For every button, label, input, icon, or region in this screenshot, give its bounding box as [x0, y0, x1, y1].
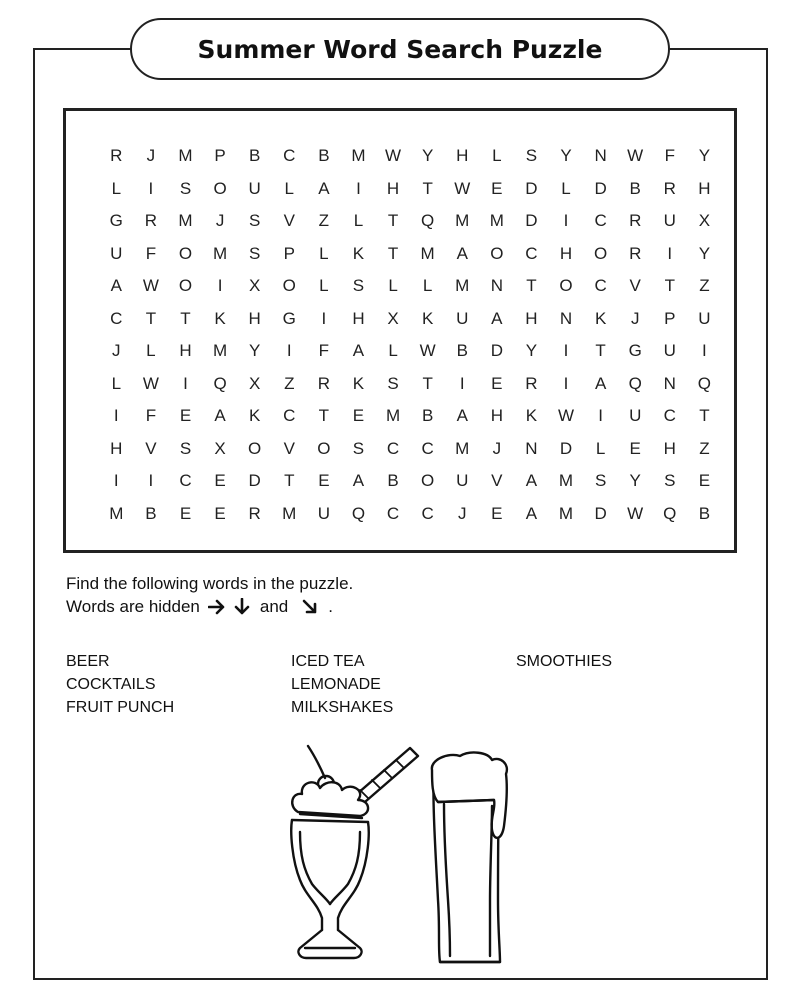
- grid-letter: L: [388, 341, 398, 361]
- grid-letter: S: [249, 243, 261, 263]
- grid-letter: C: [525, 243, 538, 263]
- grid-letter: N: [594, 146, 607, 166]
- grid-letter: C: [110, 308, 123, 328]
- grid-letter: T: [318, 406, 330, 426]
- grid-letter: U: [248, 178, 261, 198]
- grid-letter: H: [386, 178, 400, 198]
- grid-letter: E: [491, 373, 503, 393]
- grid-letter: M: [558, 471, 574, 491]
- grid-letter: E: [491, 178, 503, 198]
- word-item: MILKSHAKES: [291, 699, 394, 716]
- grid-letter: I: [183, 373, 188, 393]
- grid-letter: L: [111, 373, 122, 393]
- instructions-prefix: Words are hidden: [66, 597, 200, 616]
- grid-letter: J: [146, 146, 156, 166]
- grid-letter: I: [148, 178, 154, 198]
- grid-letter: E: [179, 406, 192, 426]
- grid-letter: L: [422, 276, 433, 296]
- instructions-period: .: [328, 597, 333, 616]
- grid-letter: L: [284, 178, 294, 198]
- grid-letter: G: [628, 341, 642, 361]
- grid-letter: B: [698, 503, 711, 523]
- grid-letter: Y: [421, 146, 434, 166]
- grid-letter: E: [491, 503, 503, 523]
- grid-letter: G: [109, 211, 123, 231]
- grid-letter: M: [455, 438, 470, 458]
- grid-letter: Y: [560, 146, 572, 166]
- grid-letter: H: [179, 341, 192, 361]
- grid-letter: D: [248, 471, 261, 491]
- grid-letter: O: [282, 276, 296, 296]
- grid-letter: X: [214, 438, 226, 458]
- grid-letter: F: [318, 341, 330, 361]
- grid-letter: A: [318, 178, 330, 198]
- grid-letter: W: [419, 341, 436, 361]
- grid-letter: S: [249, 211, 261, 231]
- grid-letter: E: [318, 471, 330, 491]
- grid-letter: O: [178, 243, 193, 263]
- grid-letter: E: [629, 438, 641, 458]
- grid-letter: Q: [663, 503, 677, 523]
- grid-letter: B: [249, 146, 261, 166]
- grid-letter: O: [213, 178, 227, 198]
- grid-letter: T: [699, 406, 710, 426]
- grid-letter: C: [421, 438, 434, 458]
- grid-letter: C: [421, 503, 434, 523]
- grid-letter: I: [702, 341, 707, 361]
- grid-letter: A: [525, 471, 538, 491]
- grid-letter: O: [248, 438, 262, 458]
- grid-letter: V: [491, 471, 503, 491]
- grid-letter: N: [525, 438, 538, 458]
- grid-letter: Q: [213, 373, 227, 393]
- word-item: BEER: [66, 653, 110, 670]
- grid-letter: H: [525, 308, 538, 328]
- grid-letter: N: [559, 308, 573, 328]
- grid-letter: I: [563, 341, 569, 361]
- grid-letter: A: [352, 471, 365, 491]
- grid-letter: X: [249, 373, 261, 393]
- grid-letter: D: [525, 211, 538, 231]
- grid-letter: U: [317, 503, 330, 523]
- grid-letter: Z: [284, 373, 295, 393]
- grid-letter: I: [321, 308, 327, 328]
- grid-letter: U: [456, 471, 469, 491]
- grid-letter: R: [629, 211, 642, 231]
- grid-letter: U: [110, 243, 123, 263]
- grid-letter: U: [456, 308, 469, 328]
- grid-letter: T: [387, 243, 399, 263]
- grid-letter: G: [282, 308, 296, 328]
- grid-letter: L: [319, 243, 329, 263]
- grid-letter: I: [356, 178, 361, 198]
- beer-glass-icon: [432, 753, 507, 962]
- grid-letter: B: [318, 146, 330, 166]
- instructions-line-1: Find the following words in the puzzle.: [66, 574, 354, 593]
- grid-letter: D: [490, 341, 503, 361]
- grid-letter: K: [594, 308, 607, 328]
- grid-letter: U: [698, 308, 711, 328]
- grid-letter: I: [148, 471, 154, 491]
- grid-letter: O: [593, 243, 608, 263]
- grid-letter: C: [386, 503, 400, 523]
- grid-letter: E: [352, 406, 365, 426]
- grid-letter: F: [145, 406, 157, 426]
- grid-letter: S: [179, 178, 192, 198]
- grid-letter: V: [145, 438, 157, 458]
- grid-letter: D: [559, 438, 573, 458]
- grid-letter: A: [491, 308, 503, 328]
- grid-letter: I: [113, 471, 119, 491]
- grid-letter: K: [421, 308, 434, 328]
- grid-letter: L: [595, 438, 606, 458]
- grid-letter: B: [456, 341, 468, 361]
- grid-letter: S: [179, 438, 192, 458]
- grid-letter: E: [214, 471, 226, 491]
- grid-letter: H: [248, 308, 261, 328]
- grid-letter: W: [385, 146, 402, 166]
- grid-letter: O: [317, 438, 331, 458]
- grid-letter: I: [217, 276, 223, 296]
- grid-letter: S: [594, 471, 607, 491]
- grid-letter: O: [559, 276, 573, 296]
- grid-letter: J: [492, 438, 502, 458]
- grid-letter: W: [557, 406, 575, 426]
- grid-letter: I: [563, 373, 569, 393]
- grid-letter: W: [142, 276, 159, 296]
- grid-letter: O: [178, 276, 193, 296]
- grid-letter: S: [352, 438, 365, 458]
- grid-letter: A: [594, 373, 607, 393]
- grid-letter: B: [387, 471, 399, 491]
- grid-letter: L: [146, 341, 156, 361]
- grid-letter: R: [525, 373, 538, 393]
- grid-letter: A: [110, 276, 122, 296]
- grid-letter: M: [455, 211, 470, 231]
- grid-letter: E: [179, 503, 192, 523]
- grid-letter: A: [456, 406, 468, 426]
- grid-letter: K: [352, 243, 365, 263]
- grid-letter: S: [664, 471, 676, 491]
- grid-letter: U: [663, 211, 676, 231]
- grid-letter: M: [212, 341, 228, 361]
- grid-letter: A: [456, 243, 468, 263]
- grid-letter: E: [698, 471, 711, 491]
- grid-letter: X: [387, 308, 399, 328]
- grid-letter: R: [144, 211, 158, 231]
- grid-letter: T: [526, 276, 537, 296]
- grid-letter: B: [145, 503, 157, 523]
- grid-letter: C: [594, 211, 607, 231]
- grid-letter: D: [594, 178, 607, 198]
- grid-letter: L: [353, 211, 364, 231]
- grid-letter: S: [525, 146, 538, 166]
- grid-letter: M: [178, 211, 193, 231]
- word-item: SMOOTHIES: [516, 653, 613, 670]
- grid-letter: I: [286, 341, 292, 361]
- grid-letter: M: [351, 146, 366, 166]
- grid-letter: T: [664, 276, 675, 296]
- page-title: Summer Word Search Puzzle: [197, 34, 603, 64]
- grid-letter: M: [109, 503, 124, 523]
- grid-letter: M: [282, 503, 297, 523]
- grid-letter: L: [561, 178, 571, 198]
- grid-letter: Y: [698, 146, 711, 166]
- grid-letter: M: [212, 243, 228, 263]
- grid-letter: R: [248, 503, 261, 523]
- grid-letter: T: [284, 471, 295, 491]
- grid-letter: J: [112, 341, 121, 361]
- grid-letter: Y: [525, 341, 538, 361]
- grid-letter: L: [492, 146, 502, 166]
- grid-letter: R: [663, 178, 676, 198]
- grid-letter: B: [421, 406, 434, 426]
- grid-letter: Y: [698, 243, 711, 263]
- grid-letter: Z: [699, 276, 710, 296]
- grid-letter: C: [179, 471, 192, 491]
- grid-letter: R: [110, 146, 123, 166]
- grid-letter: L: [111, 178, 122, 198]
- grid-letter: Y: [629, 471, 641, 491]
- grid-letter: F: [145, 243, 157, 263]
- grid-letter: X: [249, 276, 261, 296]
- grid-letter: D: [525, 178, 538, 198]
- grid-letter: W: [627, 146, 644, 166]
- grid-letter: Y: [249, 341, 261, 361]
- grid-letter: I: [113, 406, 119, 426]
- grid-letter: A: [352, 341, 365, 361]
- grid-letter: W: [142, 373, 159, 393]
- grid-letter: S: [387, 373, 399, 393]
- grid-letter: H: [352, 308, 365, 328]
- grid-letter: H: [663, 438, 676, 458]
- grid-letter: I: [667, 243, 673, 263]
- grid-letter: C: [283, 146, 296, 166]
- grid-letter: L: [319, 276, 329, 296]
- grid-letter: N: [490, 276, 503, 296]
- grid-letter: J: [215, 211, 225, 231]
- grid-letter: Q: [421, 211, 435, 231]
- grid-letter: J: [457, 503, 467, 523]
- grid-letter: H: [456, 146, 469, 166]
- grid-letter: A: [214, 406, 226, 426]
- grid-letter: Z: [318, 211, 330, 231]
- grid-letter: C: [663, 406, 676, 426]
- milkshake-icon: [291, 746, 418, 958]
- grid-letter: V: [283, 211, 295, 231]
- grid-letter: O: [421, 471, 435, 491]
- word-item: FRUIT PUNCH: [66, 699, 175, 716]
- grid-letter: F: [664, 146, 675, 166]
- grid-letter: U: [629, 406, 642, 426]
- grid-letter: K: [352, 373, 365, 393]
- grid-letter: J: [630, 308, 640, 328]
- grid-letter: B: [629, 178, 641, 198]
- grid-letter: C: [386, 438, 400, 458]
- grid-letter: A: [525, 503, 538, 523]
- grid-letter: S: [352, 276, 365, 296]
- grid-letter: X: [698, 211, 711, 231]
- grid-letter: M: [385, 406, 401, 426]
- grid-letter: I: [563, 211, 569, 231]
- grid-letter: W: [627, 503, 644, 523]
- grid-letter: M: [178, 146, 193, 166]
- grid-letter: H: [490, 406, 503, 426]
- grid-letter: K: [249, 406, 261, 426]
- grid-letter: V: [283, 438, 295, 458]
- grid-letter: I: [598, 406, 603, 426]
- grid-letter: K: [525, 406, 538, 426]
- grid-letter: M: [489, 211, 504, 231]
- grid-letter: R: [317, 373, 330, 393]
- grid-letter: P: [214, 146, 226, 166]
- instructions-and: and: [259, 597, 289, 616]
- word-item: LEMONADE: [291, 676, 381, 693]
- grid-letter: W: [454, 178, 471, 198]
- grid-letter: D: [594, 503, 607, 523]
- grid-letter: T: [145, 308, 157, 328]
- grid-letter: M: [558, 503, 574, 523]
- grid-letter: T: [180, 308, 191, 328]
- grid-letter: K: [214, 308, 226, 328]
- grid-letter: V: [629, 276, 641, 296]
- grid-letter: L: [388, 276, 398, 296]
- grid-letter: M: [455, 276, 470, 296]
- grid-letter: N: [663, 373, 676, 393]
- grid-letter: R: [629, 243, 642, 263]
- grid-letter: O: [490, 243, 504, 263]
- grid-letter: T: [422, 178, 433, 198]
- grid-letter: Q: [351, 503, 366, 523]
- grid-letter: P: [283, 243, 295, 263]
- grid-letter: H: [559, 243, 573, 263]
- grid-letter: Z: [699, 438, 710, 458]
- grid-letter: Q: [697, 373, 711, 393]
- grid-letter: H: [698, 178, 711, 198]
- grid-letter: P: [664, 308, 676, 328]
- grid-letter: I: [459, 373, 465, 393]
- grid-letter: T: [422, 373, 433, 393]
- grid-letter: U: [663, 341, 676, 361]
- grid-letter: H: [110, 438, 123, 458]
- word-item: COCKTAILS: [66, 676, 156, 693]
- grid-letter: Q: [628, 373, 642, 393]
- grid-letter: T: [595, 341, 606, 361]
- grid-letter: M: [420, 243, 435, 263]
- grid-letter: C: [594, 276, 607, 296]
- word-item: ICED TEA: [291, 653, 365, 670]
- grid-letter: E: [214, 503, 226, 523]
- grid-letter: T: [387, 211, 399, 231]
- grid-letter: C: [283, 406, 296, 426]
